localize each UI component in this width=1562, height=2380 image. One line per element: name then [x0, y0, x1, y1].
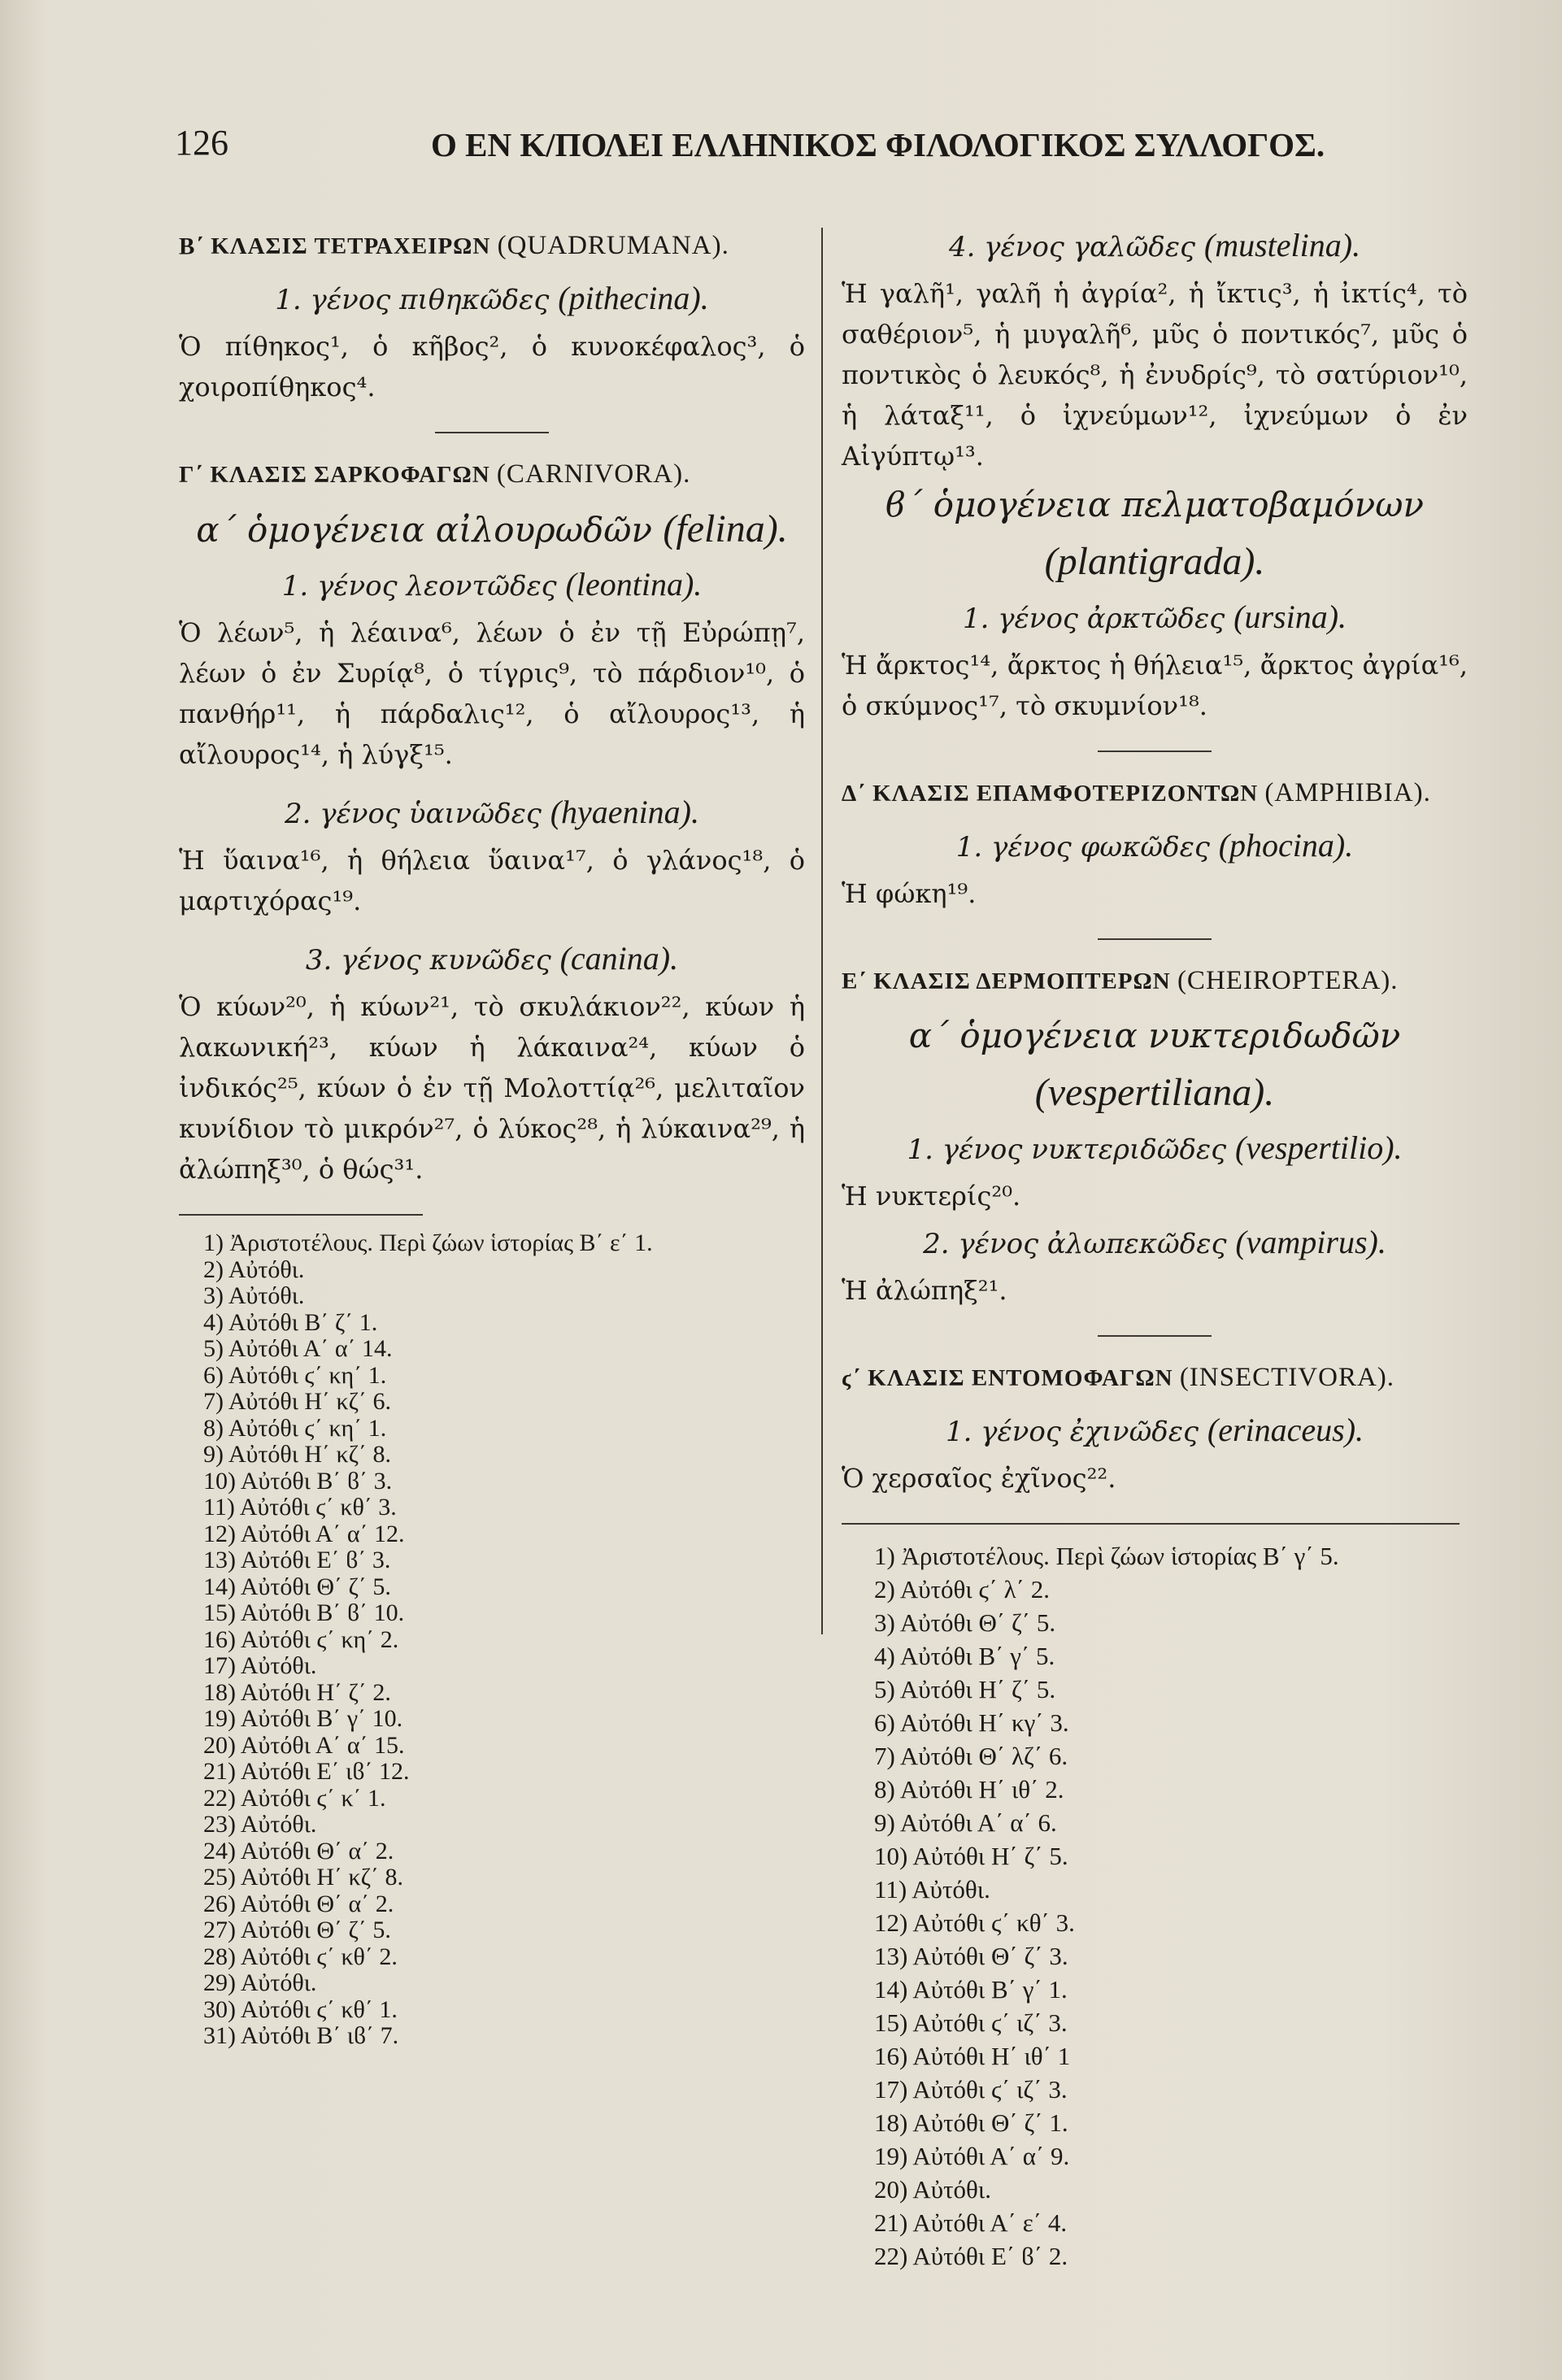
footnote: 8) Αὐτόθι Η΄ ιθ΄ 2.	[874, 1775, 1064, 1803]
section-separator	[1098, 938, 1212, 940]
footnote: 22) Αὐτόθι Ε΄ ϐ΄ 2.	[874, 2242, 1068, 2270]
page-number: 126	[175, 123, 228, 163]
phocina-text: Ἡ φώκη¹⁹.	[842, 878, 977, 909]
footnote: 1) Ἀριστοτέλους. Περὶ ζώων ἱστορίας Β΄ γ΄ 5.	[874, 1542, 1339, 1570]
footnote: 14) Αὐτόθι Θ΄ ζ΄ 5.	[203, 1573, 391, 1600]
genus-heading-hyaenina: 2. γένος ὑαινῶδες (hyaenina).	[285, 794, 699, 830]
footnote: 17) Αὐτόθι ϛ΄ ιζ΄ 3.	[874, 2075, 1068, 2104]
page-header	[175, 122, 1325, 187]
footnote: 24) Αὐτόθι Θ΄ α΄ 2.	[203, 1837, 394, 1864]
right-column	[842, 220, 1468, 2273]
footnote: 29) Αὐτόθι.	[203, 1969, 317, 1996]
footnote: 25) Αὐτόθι Η΄ κζ΄ 8.	[203, 1864, 404, 1891]
mustelina-text: Ἡ γαλῆ¹, γαλῆ ἡ ἀγρία², ἡ ἴκτις³, ἡ ἰκτίς⁴, τὸ σαθέριον⁵, ἡ μυγαλῆ⁶, μῦς ὁ ποντικός⁷, μῦς ὁ ποντικὸς ὁ λευκός⁸, ἡ ἐνυδρίς⁹, τὸ σατύριον¹⁰, ἡ λάταξ¹¹, ὁ ἰχνεύμων¹², ἰχνεύμων ὁ ἐν Αἰγύπτῳ¹³.	[842, 278, 1468, 472]
genus-heading-vespertilio: 1. γένος νυκτεριδῶδες (vespertilio).	[907, 1129, 1403, 1166]
footnote: 21) Αὐτόθι Α΄ ε΄ 4.	[874, 2208, 1068, 2237]
footnote: 11) Αὐτόθι.	[874, 1875, 990, 1904]
footnote: 4) Αὐτόθι Β΄ γ΄ 5.	[874, 1642, 1055, 1670]
genus-heading-mustelina: 4. γένος γαλῶδες (mustelina).	[948, 227, 1361, 263]
leontina-text: Ὁ λέων⁵, ἡ λέαινα⁶, λέων ὁ ἐν τῇ Εὐρώπῃ⁷, λέων ὁ ἐν Συρίᾳ⁸, ὁ τίγρις⁹, τὸ πάρδιον¹⁰, ὁ πανθήρ¹¹, ἡ πάρδαλις¹², ὁ αἴλουρος¹³, ἡ αἴλουρος¹⁴, ἡ λύγξ¹⁵.	[179, 617, 805, 770]
footnote: 4) Αὐτόθι Β΄ ζ΄ 1.	[203, 1308, 378, 1336]
genus-heading-pithecina: 1. γένος πιθηκῶδες (pithecina).	[275, 280, 709, 316]
footnotes-rule	[842, 1523, 1460, 1525]
left-footnotes	[179, 1230, 805, 2050]
family-heading-vespertiliana: α΄ ὁμογένεια νυκτεριδωδῶν (vespertiliana).	[908, 1016, 1401, 1114]
footnote: 9) Αὐτόθι Η΄ κζ΄ 8.	[203, 1441, 392, 1468]
genus-heading-canina: 3. γένος κυνῶδες (canina).	[305, 940, 679, 977]
left-column	[179, 220, 805, 2050]
footnote: 20) Αὐτόθι.	[874, 2175, 991, 2204]
genus-heading-ursina: 1. γένος ἀρκτῶδες (ursina).	[962, 598, 1347, 635]
class-heading-quadrumana: Β΄ ΚΛΑΣΙΣ ΤΕΤΡΑΧΕΙΡΩΝ (QUADRUMANA).	[179, 231, 729, 260]
footnote: 6) Αὐτόθι Η΄ κγ΄ 3.	[874, 1708, 1069, 1737]
section-separator	[435, 432, 549, 433]
footnote: 9) Αὐτόθι Α΄ α΄ 6.	[874, 1808, 1057, 1837]
section-separator	[1098, 1335, 1212, 1337]
footnote: 30) Αὐτόθι ϛ΄ κθ΄ 1.	[203, 1995, 398, 2023]
footnote: 8) Αὐτόθι ϛ΄ κη΄ 1.	[203, 1414, 387, 1442]
footnote: 7) Αὐτόθι Η΄ κζ΄ 6.	[203, 1388, 392, 1415]
footnotes-rule	[179, 1214, 423, 1216]
family-heading-plantigrada: ϐ΄ ὁμογένεια πελματοβαμόνων (plantigrada).	[885, 485, 1425, 583]
column-divider	[821, 228, 823, 1634]
footnote: 20) Αὐτόθι Α΄ α΄ 15.	[203, 1731, 405, 1759]
running-title: Ο ΕΝ Κ/ΠΟΛΕΙ ΕΛΛΗΝΙΚΟΣ ΦΙΛΟΛΟΓΙΚΟΣ ΣΥΛΛΟΓΟΣ.	[431, 126, 1325, 163]
footnote: 22) Αὐτόθι ϛ΄ κ΄ 1.	[203, 1784, 386, 1812]
footnote: 18) Αὐτόθι Θ΄ ζ΄ 1.	[874, 2108, 1068, 2137]
footnote: 19) Αὐτόθι Β΄ γ΄ 10.	[203, 1705, 403, 1732]
footnote: 16) Αὐτόθι ϛ΄ κη΄ 2.	[203, 1625, 399, 1653]
footnote: 1) Ἀριστοτέλους. Περὶ ζώων ἱστορίας Β΄ ε΄ 1.	[203, 1229, 653, 1256]
footnote: 2) Αὐτόθι.	[203, 1255, 305, 1283]
footnote: 17) Αὐτόθι.	[203, 1652, 317, 1679]
hyaenina-text: Ἡ ὕαινα¹⁶, ἡ θήλεια ὕαινα¹⁷, ὁ γλάνος¹⁸, ὁ μαρτιχόρας¹⁹.	[179, 845, 805, 916]
right-footnotes	[842, 1539, 1468, 2273]
footnote: 28) Αὐτόθι ϛ΄ κθ΄ 2.	[203, 1943, 398, 1970]
footnote: 11) Αὐτόθι ϛ΄ κθ΄ 3.	[203, 1494, 397, 1521]
vampirus-text: Ἡ ἀλώπηξ²¹.	[842, 1275, 1007, 1306]
footnote: 12) Αὐτόθι Α΄ α΄ 12.	[203, 1520, 405, 1547]
section-separator	[1098, 751, 1212, 752]
footnote: 13) Αὐτόθι Ε΄ ϐ΄ 3.	[203, 1547, 391, 1573]
class-heading-carnivora: Γ΄ ΚΛΑΣΙΣ ΣΑΡΚΟΦΑΓΩΝ (CARNIVORA).	[179, 459, 691, 489]
genus-heading-erinaceus: 1. γένος ἐχινῶδες (erinaceus).	[945, 1412, 1364, 1448]
footnote: 26) Αὐτόθι Θ΄ α΄ 2.	[203, 1890, 394, 1917]
footnote: 14) Αὐτόθι Β΄ γ΄ 1.	[874, 1975, 1068, 2004]
footnote: 27) Αὐτόθι Θ΄ ζ΄ 5.	[203, 1917, 391, 1943]
footnote: 7) Αὐτόθι Θ΄ λζ΄ 6.	[874, 1742, 1068, 1770]
footnote: 15) Αὐτόθι ϛ΄ ιζ΄ 3.	[874, 2008, 1068, 2037]
footnote: 10) Αὐτόθι Η΄ ζ΄ 5.	[874, 1842, 1068, 1870]
genus-heading-vampirus: 2. γένος ἀλωπεκῶδες (vampirus).	[923, 1224, 1386, 1260]
footnote: 16) Αὐτόθι Η΄ ιθ΄ 1	[874, 2042, 1071, 2070]
footnote: 12) Αὐτόθι ϛ΄ κθ΄ 3.	[874, 1908, 1075, 1937]
class-heading-amphibia: Δ΄ ΚΛΑΣΙΣ ΕΠΑΜΦΟΤΕΡΙΖΟΝΤΩΝ (AMPHIBIA).	[842, 778, 1431, 807]
footnote: 19) Αὐτόθι Α΄ α΄ 9.	[874, 2142, 1070, 2170]
erinaceus-text: Ὁ χερσαῖος ἐχῖνος²².	[842, 1463, 1116, 1494]
footnote: 5) Αὐτόθι Η΄ ζ΄ 5.	[874, 1675, 1056, 1703]
footnote: 3) Αὐτόθι.	[203, 1282, 305, 1309]
family-heading-felina: α΄ ὁμογένεια αἰλουρωδῶν (felina).	[196, 507, 788, 550]
footnote: 6) Αὐτόθι ϛ΄ κη΄ 1.	[203, 1361, 387, 1389]
canina-text: Ὁ κύων²⁰, ἡ κύων²¹, τὸ σκυλάκιον²², κύων ἡ λακωνική²³, κύων ἡ λάκαινα²⁴, κύων ὁ ἰνδικός²⁵, κύων ὁ ἐν τῇ Μολοττίᾳ²⁶, μελιταῖον κυνίδιον τὸ μικρόν²⁷, ὁ λύκος²⁸, ἡ λύκαινα²⁹, ἡ ἀλώπηξ³⁰, ὁ θώς³¹.	[179, 991, 805, 1185]
footnote: 21) Αὐτόθι Ε΄ ιϐ΄ 12.	[203, 1758, 410, 1785]
footnote: 15) Αὐτόθι Β΄ ϐ΄ 10.	[203, 1599, 405, 1626]
footnote: 10) Αὐτόθι Β΄ ϐ΄ 3.	[203, 1467, 393, 1495]
footnote: 2) Αὐτόθι ϛ΄ λ΄ 2.	[874, 1575, 1050, 1603]
ursina-text: Ἡ ἄρκτος¹⁴, ἄρκτος ἡ θήλεια¹⁵, ἄρκτος ἀγρία¹⁶, ὁ σκύμνος¹⁷, τὸ σκυμνίον¹⁸.	[842, 650, 1468, 721]
class-heading-insectivora: ϛ΄ ΚΛΑΣΙΣ ΕΝΤΟΜΟΦΑΓΩΝ (INSECTIVORA).	[842, 1363, 1395, 1392]
footnote: 23) Αὐτόθι.	[203, 1811, 317, 1838]
footnote: 18) Αὐτόθι Η΄ ζ΄ 2.	[203, 1678, 391, 1706]
footnote: 5) Αὐτόθι Α΄ α΄ 14.	[203, 1335, 393, 1362]
class-heading-cheiroptera: Ε΄ ΚΛΑΣΙΣ ΔΕΡΜΟΠΤΕΡΩΝ (CHEIROPTERA).	[842, 966, 1399, 995]
footnote: 31) Αὐτόθι Β΄ ιϐ΄ 7.	[203, 2022, 399, 2049]
genus-heading-leontina: 1. γένος λεοντῶδες (leontina).	[281, 566, 703, 603]
genus-heading-phocina: 1. γένος φωκῶδες (phocina).	[955, 827, 1354, 864]
footnote: 13) Αὐτόθι Θ΄ ζ΄ 3.	[874, 1942, 1068, 1970]
vespertilio-text: Ἡ νυκτερίς²⁰.	[842, 1181, 1021, 1212]
pithecina-text: Ὁ πίθηκος¹, ὁ κῆβος², ὁ κυνοκέφαλος³, ὁ χοιροπίθηκος⁴.	[179, 331, 805, 402]
footnote: 3) Αὐτόθι Θ΄ ζ΄ 5.	[874, 1608, 1056, 1637]
